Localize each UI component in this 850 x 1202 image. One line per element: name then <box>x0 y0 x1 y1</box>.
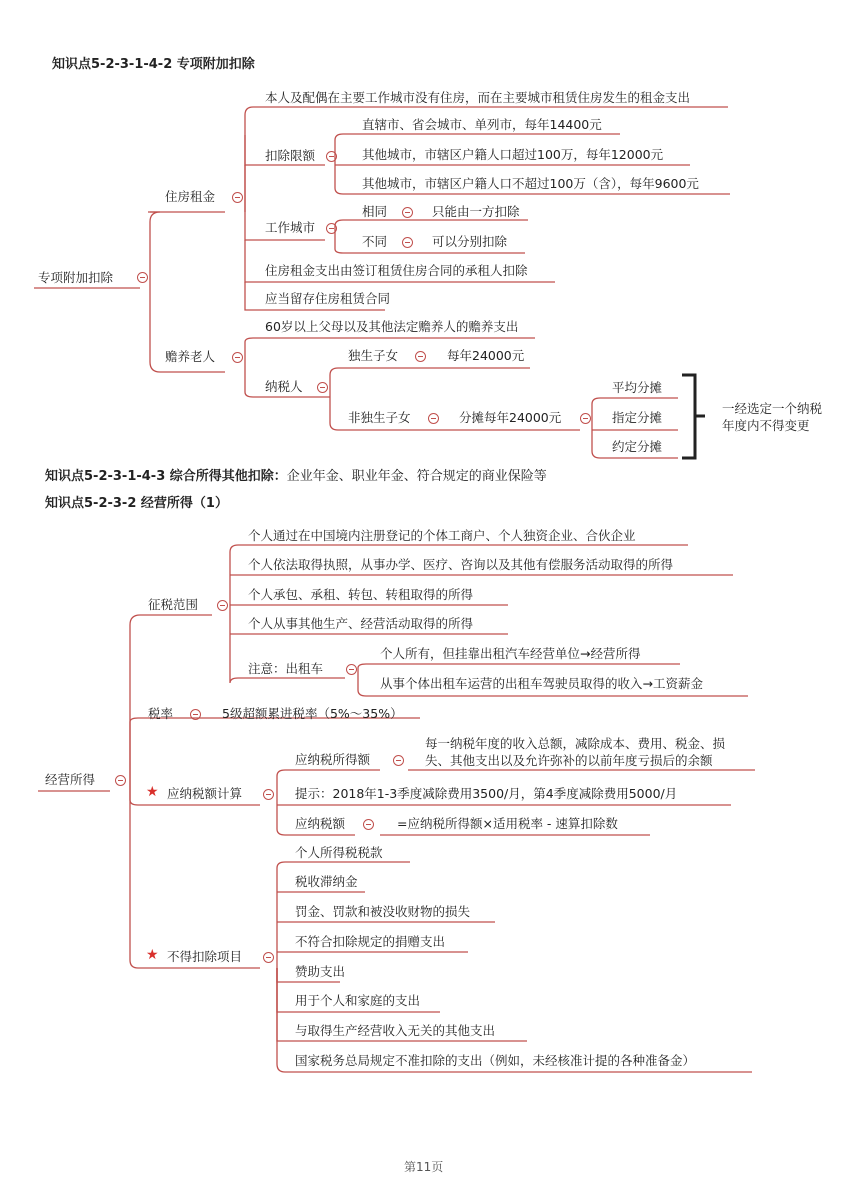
node-nd-2: 税收滞纳金 <box>295 874 358 889</box>
node-scope-4: 个人从事其他生产、经营活动取得的所得 <box>248 616 474 631</box>
heading-rest-part: 企业年金、职业年金、符合规定的商业保险等 <box>286 469 547 484</box>
star-icon: ★ <box>146 947 159 963</box>
page-number: 第11页 <box>404 1160 444 1174</box>
node-housing-rent: 住房租金 <box>165 189 216 204</box>
node-taxable-desc-1: 每一纳税年度的收入总额，减除成本、费用、税金、损 <box>425 736 726 751</box>
node-work-city: 工作城市 <box>265 220 316 235</box>
node-taxpayer: 纳税人 <box>265 379 303 394</box>
node-scope-2: 个人依法取得执照，从事办学、医疗、咨询以及其他有偿服务活动取得的所得 <box>248 557 674 572</box>
node-nd-1: 个人所得税税款 <box>295 845 383 860</box>
node-tax-rate-desc: 5级超额累进税率（5%～35%） <box>222 706 403 721</box>
collapse-icon[interactable] <box>393 755 404 766</box>
node-taxi-2: 从事个体出租车运营的出租车驾驶员取得的收入→工资薪金 <box>380 676 703 691</box>
node-limit-3: 其他城市，市辖区户籍人口不超过100万（含），每年9600元 <box>362 176 699 191</box>
heading-bold-part: 知识点5-2-3-1-4-3 综合所得其他扣除： <box>45 469 287 484</box>
star-icon: ★ <box>146 784 159 800</box>
collapse-icon[interactable] <box>326 151 337 162</box>
node-elder-support: 赡养老人 <box>165 349 216 364</box>
collapse-icon[interactable] <box>317 382 328 393</box>
node-nd-3: 罚金、罚款和被没收财物的损失 <box>295 904 471 919</box>
node-scope-1: 个人通过在中国境内注册登记的个体工商户、个人独资企业、合伙企业 <box>248 528 636 543</box>
node-limit-2: 其他城市，市辖区户籍人口超过100万，每年12000元 <box>362 147 664 162</box>
collapse-icon[interactable] <box>217 600 228 611</box>
collapse-icon[interactable] <box>415 351 426 362</box>
node-non-deductible: 不得扣除项目 <box>167 949 243 964</box>
node-tax-payable-desc: =应纳税所得额×适用税率 - 速算扣除数 <box>397 816 618 831</box>
node-city-diff: 不同 <box>362 234 388 249</box>
collapse-icon[interactable] <box>137 272 148 283</box>
collapse-icon[interactable] <box>580 413 591 424</box>
node-split-agreed: 约定分摊 <box>612 439 663 454</box>
node-rent-payer: 住房租金支出由签订租赁住房合同的承租人扣除 <box>265 263 528 278</box>
collapse-icon[interactable] <box>326 223 337 234</box>
node-deduction-limit: 扣除限额 <box>265 148 316 163</box>
node-non-only-child-desc: 分摊每年24000元 <box>459 410 562 425</box>
section-heading-other-deductions <box>45 469 547 485</box>
node-nd-4: 不符合扣除规定的捐赠支出 <box>295 934 446 949</box>
note-line-2: 年度内不得变更 <box>722 418 810 433</box>
node-limit-1: 直辖市、省会城市、单列市，每年14400元 <box>362 117 602 132</box>
node-tax-payable: 应纳税额 <box>295 816 346 831</box>
section-heading-business-income: 知识点5-2-3-2 经营所得（1） <box>45 496 228 511</box>
node-split-even: 平均分摊 <box>612 380 663 395</box>
collapse-icon[interactable] <box>428 413 439 424</box>
node-city-diff-desc: 可以分别扣除 <box>432 234 508 249</box>
node-special-deductions: 专项附加扣除 <box>38 270 114 285</box>
node-nd-7: 与取得生产经营收入无关的其他支出 <box>295 1023 496 1038</box>
node-tip: 提示：2018年1-3季度减除费用3500/月，第4季度减除费用5000/月 <box>295 786 678 801</box>
node-housing-desc: 本人及配偶在主要工作城市没有住房，而在主要城市租赁住房发生的租金支出 <box>265 90 691 105</box>
node-nd-5: 赞助支出 <box>295 964 346 979</box>
note-line-1: 一经选定一个纳税 <box>722 401 823 416</box>
node-only-child: 独生子女 <box>348 348 399 363</box>
collapse-icon[interactable] <box>363 819 374 830</box>
collapse-icon[interactable] <box>115 775 126 786</box>
node-split-designated: 指定分摊 <box>612 410 663 425</box>
node-tax-calc: 应纳税额计算 <box>167 786 243 801</box>
node-taxable-desc-2: 失、其他支出以及允许弥补的以前年度亏损后的余额 <box>425 753 713 768</box>
collapse-icon[interactable] <box>232 192 243 203</box>
node-taxable-income: 应纳税所得额 <box>295 752 371 767</box>
collapse-icon[interactable] <box>232 352 243 363</box>
collapse-icon[interactable] <box>263 789 274 800</box>
collapse-icon[interactable] <box>402 237 413 248</box>
node-tax-scope: 征税范围 <box>148 597 199 612</box>
collapse-icon[interactable] <box>402 207 413 218</box>
node-elder-desc: 60岁以上父母以及其他法定赡养人的赡养支出 <box>265 319 519 334</box>
node-nd-8: 国家税务总局规定不准扣除的支出（例如，未经核准计提的各种准备金） <box>295 1053 696 1068</box>
node-taxi-1: 个人所有，但挂靠出租汽车经营单位→经营所得 <box>380 646 641 661</box>
node-city-same-desc: 只能由一方扣除 <box>432 204 520 219</box>
node-city-same: 相同 <box>362 204 388 219</box>
collapse-icon[interactable] <box>190 709 201 720</box>
collapse-icon[interactable] <box>346 664 357 675</box>
node-scope-3: 个人承包、承租、转包、转租取得的所得 <box>248 587 474 602</box>
section-heading-special-deductions: 知识点5-2-3-1-4-2 专项附加扣除 <box>52 57 255 72</box>
node-business-income: 经营所得 <box>45 772 96 787</box>
node-tax-rate: 税率 <box>148 706 174 721</box>
node-only-child-desc: 每年24000元 <box>447 348 525 363</box>
node-keep-contract: 应当留存住房租赁合同 <box>265 291 391 306</box>
node-nd-6: 用于个人和家庭的支出 <box>295 993 421 1008</box>
collapse-icon[interactable] <box>263 952 274 963</box>
node-taxi-note: 注意：出租车 <box>248 661 324 676</box>
node-non-only-child: 非独生子女 <box>348 410 411 425</box>
